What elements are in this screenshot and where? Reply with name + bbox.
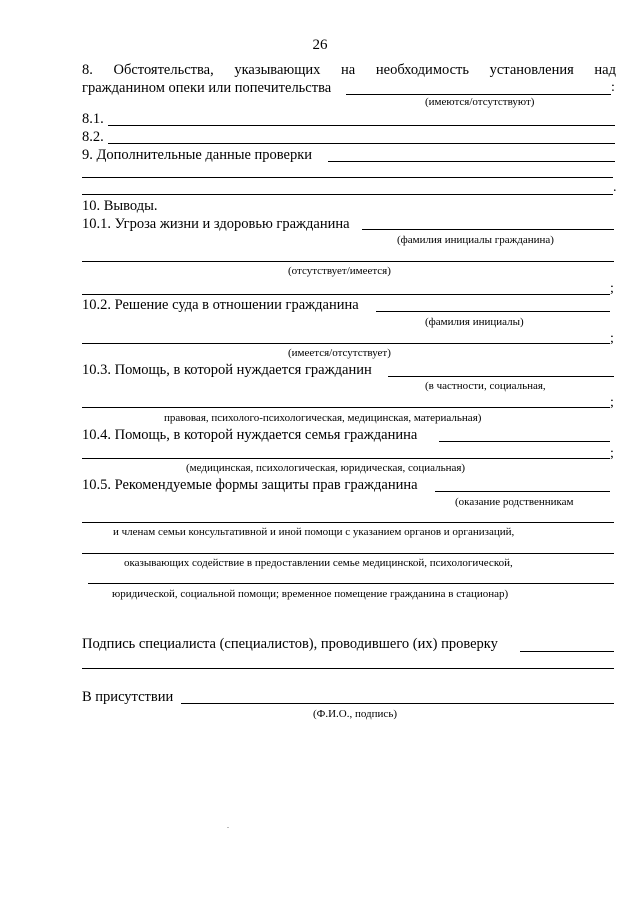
section-10-4-caption: (медицинская, психологическая, юридическая, социальная)	[186, 462, 466, 474]
section-10-1-caption-1: (фамилия инициалы гражданина)	[397, 234, 554, 246]
section-10-5-label: 10.5. Рекомендуемые формы защиты прав гражданина	[82, 477, 418, 493]
section-8-caption: (имеются/отсутствуют)	[425, 96, 535, 108]
section-10-2-label: 10.2. Решение суда в отношении гражданина	[82, 297, 359, 313]
section-10-5-caption-2: и членам семьи консультативной и иной помощи с указанием органов и организаций,	[113, 526, 515, 538]
section-10-3-semicolon: ;	[610, 395, 614, 410]
section-10-5-field-1[interactable]	[435, 491, 610, 492]
section-10-4-label: 10.4. Помощь, в которой нуждается семья гражданина	[82, 427, 418, 443]
section-9-label: 9. Дополнительные данные проверки	[82, 147, 313, 163]
section-9-field-1[interactable]	[328, 161, 615, 162]
signature-field-1[interactable]	[520, 651, 614, 652]
section-10-3-caption-1: (в частности, социальная,	[425, 380, 546, 392]
section-10-5-caption-3: оказывающих содействие в предоставлении семье медицинской, психологической,	[124, 557, 513, 569]
section-10-4-semicolon: ;	[610, 446, 614, 461]
section-10-4-field-2[interactable]	[82, 458, 610, 459]
section-9-field-3[interactable]	[82, 194, 613, 195]
section-10-3-field-2[interactable]	[82, 407, 610, 408]
presence-label: В присутствии	[82, 689, 174, 705]
presence-field[interactable]	[181, 703, 614, 704]
section-8-2-field[interactable]	[108, 143, 615, 144]
section-10-2-caption-1: (фамилия инициалы)	[425, 316, 524, 328]
section-10-5-caption-1: (оказание родственникам	[455, 496, 574, 508]
section-10-2-field-1[interactable]	[376, 311, 610, 312]
section-10-1-caption-2: (отсутствует/имеется)	[288, 265, 391, 277]
section-8-line2: гражданином опеки или попечительства	[82, 80, 332, 96]
scan-speck	[227, 827, 229, 828]
section-10-5-field-4[interactable]	[88, 583, 614, 584]
signature-label: Подпись специалиста (специалистов), проводившего (их) проверку	[82, 636, 498, 652]
page-number: 26	[312, 37, 328, 53]
signature-field-2[interactable]	[82, 668, 614, 669]
section-10-3-field-1[interactable]	[388, 376, 614, 377]
section-9-period: .	[613, 180, 617, 195]
section-10-3-label: 10.3. Помощь, в которой нуждается гражданин	[82, 362, 372, 378]
section-8-1-label: 8.1.	[82, 111, 104, 127]
presence-caption: (Ф.И.О., подпись)	[313, 708, 397, 720]
section-9-field-2[interactable]	[82, 177, 613, 178]
section-10-5-field-3[interactable]	[82, 553, 614, 554]
section-10-1-field-1[interactable]	[362, 229, 614, 230]
section-10-2-field-2[interactable]	[82, 343, 610, 344]
section-10-2-semicolon: ;	[610, 331, 614, 346]
section-10-1-semicolon: ;	[610, 281, 614, 296]
section-10-1-label: 10.1. Угроза жизни и здоровью гражданина	[82, 216, 350, 232]
section-8-1-field[interactable]	[108, 125, 615, 126]
section-10-2-caption-2: (имеется/отсутствует)	[288, 347, 391, 359]
section-8-field[interactable]	[346, 94, 611, 95]
section-10-5-field-2[interactable]	[82, 522, 614, 523]
section-10-4-field-1[interactable]	[439, 441, 610, 442]
section-10-1-field-3[interactable]	[82, 294, 610, 295]
section-8-2-label: 8.2.	[82, 129, 104, 145]
section-10-5-caption-4: юридической, социальной помощи; временное помещение гражданина в стационар)	[112, 588, 509, 600]
section-10-3-caption-2: правовая, психолого-психологическая, медицинская, материальная)	[164, 412, 482, 424]
section-8-colon: :	[611, 80, 615, 95]
section-10-1-field-2[interactable]	[82, 261, 614, 262]
section-8-line1: 8. Обстоятельства, указывающих на необходимость установления над	[82, 62, 616, 78]
section-10-label: 10. Выводы.	[82, 198, 158, 214]
